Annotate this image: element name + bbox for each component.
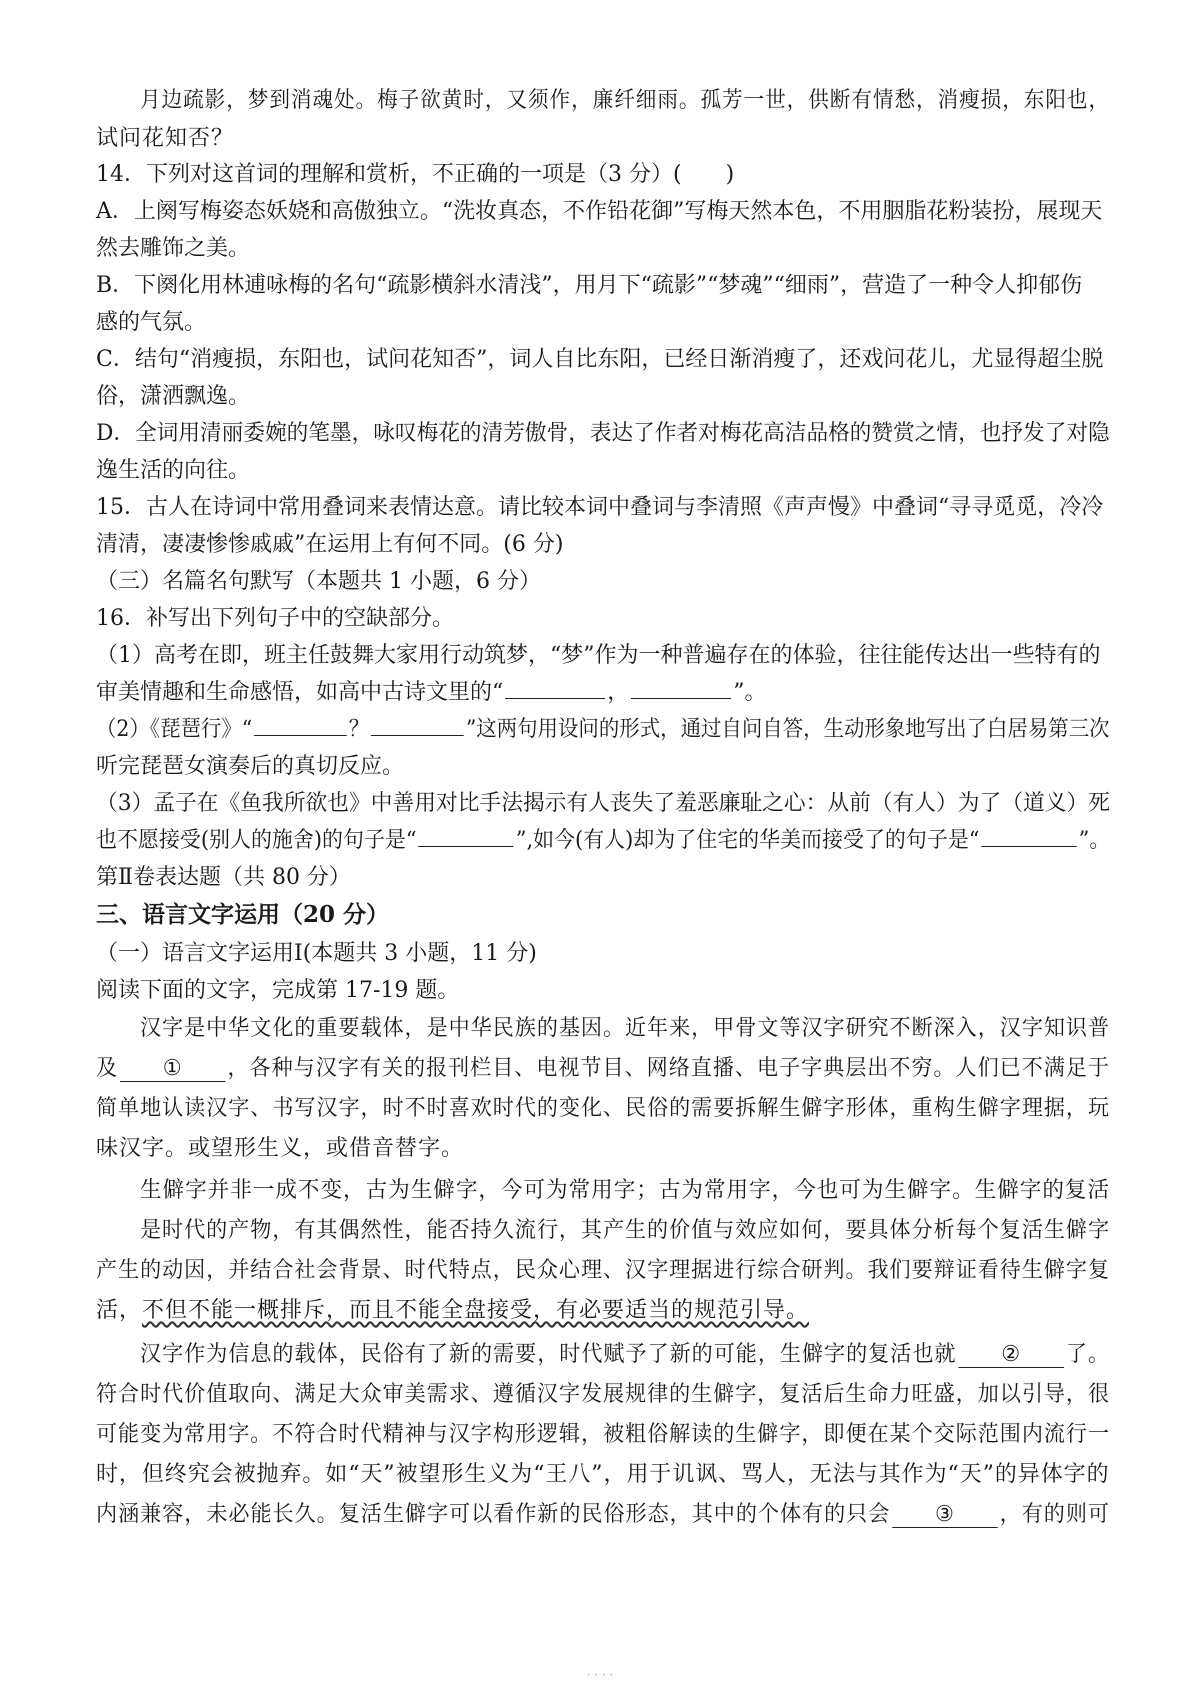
q14-option-a-line-1: A．上阕写梅姿态妖娆和高傲独立。“洗妆真态，不作铅花御”写梅天然本色，不用胭脂花粉装扮，展现天 (96, 199, 1103, 224)
wavy-underlined-sentence: 不但不能一概排斥，而且不能全盘接受，有必要适当的规范引导。 (142, 1298, 810, 1323)
passage-p2-line-2: 是时代的产物，有其偶然性，能否持久流行，其产生的价值与效应如何，要具体分析每个复活生僻字 (140, 1218, 1111, 1243)
passage-text: 及 (96, 1056, 119, 1081)
passage-p2-line-4 (96, 1296, 809, 1326)
answer-blank[interactable] (631, 698, 731, 699)
blank-3[interactable]: ③ (892, 1503, 998, 1528)
q15-line-2: 清清，凄凄惨惨戚戚”在运用上有何不同。(6 分) (96, 532, 564, 557)
q16-part1-text-b: ， (607, 680, 630, 705)
q16-part3-line-1: （3）孟子在《鱼我所欲也》中善用对比手法揭示有人丧失了羞恶廉耻之心：从前（有人）为了（道义）死 (96, 791, 1111, 816)
part-3-title: 三、语言文字运用（20 分） (96, 901, 390, 928)
passage-text: 内涵兼容，未必能长久。复活生僻字可以看作新的民俗形态，其中的个体有的只会 (96, 1502, 891, 1527)
volume-2-heading: 第Ⅱ卷表达题（共 80 分） (96, 865, 351, 890)
q16-part2-line-1 (96, 715, 1110, 745)
q16-part3-text-b: ”,如今(有人)却为了住宅的华美而接受了的句子是“ (515, 828, 980, 853)
poem-line-1: 月边疏影，梦到消魂处。梅子欲黄时，又须作，廉纤细雨。孤芳一世，供断有情愁，消瘦损，东阳也， (140, 88, 1111, 113)
poem-line-2: 试问花知否？ (96, 126, 235, 151)
q14-option-c-line-2: 俗，潇洒飘逸。 (96, 384, 251, 409)
blank-1[interactable]: ① (120, 1057, 226, 1082)
q16-part1-line-2 (96, 678, 767, 708)
q16-part2-text-a: （2）《琵琶行》“ (96, 717, 253, 742)
q14-option-b-line-1: B．下阕化用林逋咏梅的名句“疏影横斜水清浅”，用月下“疏影”“梦魂”“细雨”，营造了一种令人抑郁伤 (96, 273, 1083, 298)
blank-2[interactable]: ② (958, 1343, 1064, 1368)
q14-option-a-line-2: 然去雕饰之美。 (96, 236, 251, 261)
q16-part3-text-c: ”。 (1078, 828, 1111, 853)
q16-part3-text-a: 也不愿接受(别人的施舍)的句子是“ (96, 828, 417, 853)
passage-text: ，有的则可 (999, 1502, 1111, 1527)
passage-text: 汉字作为信息的载体，民俗有了新的需要，时代赋予了新的可能，生僻字的复活也就 (140, 1342, 957, 1367)
q16-stem: 16．补写出下列句子中的空缺部分。 (96, 606, 454, 631)
passage-p2-line-3: 产生的动因，并结合社会背景、时代特点，民众心理、汉字理据进行综合研判。我们要辩证看待生僻字复 (96, 1258, 1111, 1283)
q14-option-d-line-2: 逸生活的向往。 (96, 458, 251, 483)
passage-p3-line-4: 时，但终究会被抛弃。如“天”被望形生义为“王八”，用于讥讽、骂人，无法与其作为“天”的异体字的 (96, 1462, 1110, 1487)
reading-instruction: 阅读下面的文字，完成第 17-19 题。 (96, 978, 460, 1003)
answer-blank[interactable] (371, 735, 464, 736)
passage-text: 了。 (1065, 1342, 1110, 1367)
q14-option-c-line-1: C．结句“消瘦损，东阳也，试问花知否”，词人自比东阳，已经日渐消瘦了，还戏问花儿，尤显得超尘脱 (96, 347, 1104, 372)
answer-blank[interactable] (419, 846, 514, 847)
passage-p3-line-5 (96, 1500, 1110, 1530)
passage-p1-line-4: 味汉字。或望形生义，或借音替字。 (96, 1136, 465, 1161)
passage-p3-line-2: 符合时代价值取向、满足大众审美需求、遵循汉字发展规律的生僻字，复活后生命力旺盛，加以引导，很 (96, 1382, 1111, 1407)
passage-text: ，各种与汉字有关的报刊栏目、电视节目、网络直播、电子字典层出不穷。人们已不满足于 (227, 1056, 1111, 1081)
q16-part1-text-c: ”。 (733, 680, 767, 705)
q14-stem: 14．下列对这首词的理解和赏析，不正确的一项是（3 分）( ) (96, 162, 735, 187)
passage-p3-line-1 (140, 1340, 1110, 1370)
q16-part3-line-2 (96, 826, 1110, 856)
passage-text: 活， (96, 1298, 143, 1323)
q16-part1-line-1: （1）高考在即，班主任鼓舞大家用行动筑梦，“梦”作为一种普遍存在的体验，往往能传达出一些特有的 (96, 643, 1101, 668)
answer-blank[interactable] (981, 846, 1076, 847)
section-famous-lines-heading: （三）名篇名句默写（本题共 1 小题，6 分） (96, 569, 541, 594)
q15-line-1: 15．古人在诗词中常用叠词来表情达意。请比较本词中叠词与李清照《声声慢》中叠词“寻寻觅觅，冷冷 (96, 495, 1104, 520)
part-3-subheading: （一）语言文字运用Ⅰ(本题共 3 小题，11 分) (96, 941, 537, 966)
passage-p1-line-2 (96, 1054, 1110, 1084)
passage-p1-line-3: 简单地认读汉字、书写汉字，时不时喜欢时代的变化、民俗的需要拆解生僻字形体，重构生僻字理据，玩 (96, 1096, 1111, 1121)
answer-blank[interactable] (505, 698, 605, 699)
q14-option-b-line-2: 感的气氛。 (96, 310, 207, 335)
q16-part2-text-b: ？ (348, 717, 370, 742)
q16-part2-text-c: ”这两句用设问的形式，通过自问自答，生动形象地写出了白居易第三次 (465, 717, 1110, 742)
passage-p2-line-1: 生僻字并非一成不变，古为生僻字，今可为常用字；古为常用字，今也可为生僻字。生僻字的复活 (140, 1178, 1111, 1203)
passage-p3-line-3: 可能变为常用字。不符合时代精神与汉字构形逻辑，被粗俗解读的生僻字，即便在某个交际范围内流行一 (96, 1422, 1111, 1447)
q16-part2-line-2: 听完琵琶女演奏后的真切反应。 (96, 754, 405, 779)
page-footer-dots: · · · · (586, 1668, 614, 1682)
answer-blank[interactable] (254, 735, 347, 736)
q16-part1-text-a: 审美情趣和生命感悟，如高中古诗文里的“ (96, 680, 504, 705)
passage-p1-line-1: 汉字是中华文化的重要载体，是中华民族的基因。近年来，甲骨文等汉字研究不断深入，汉字知识普 (140, 1016, 1111, 1041)
q14-option-d-line-1: D．全词用清丽委婉的笔墨，咏叹梅花的清芳傲骨，表达了作者对梅花高洁品格的赞赏之情，也抒发了对隐 (96, 421, 1110, 446)
